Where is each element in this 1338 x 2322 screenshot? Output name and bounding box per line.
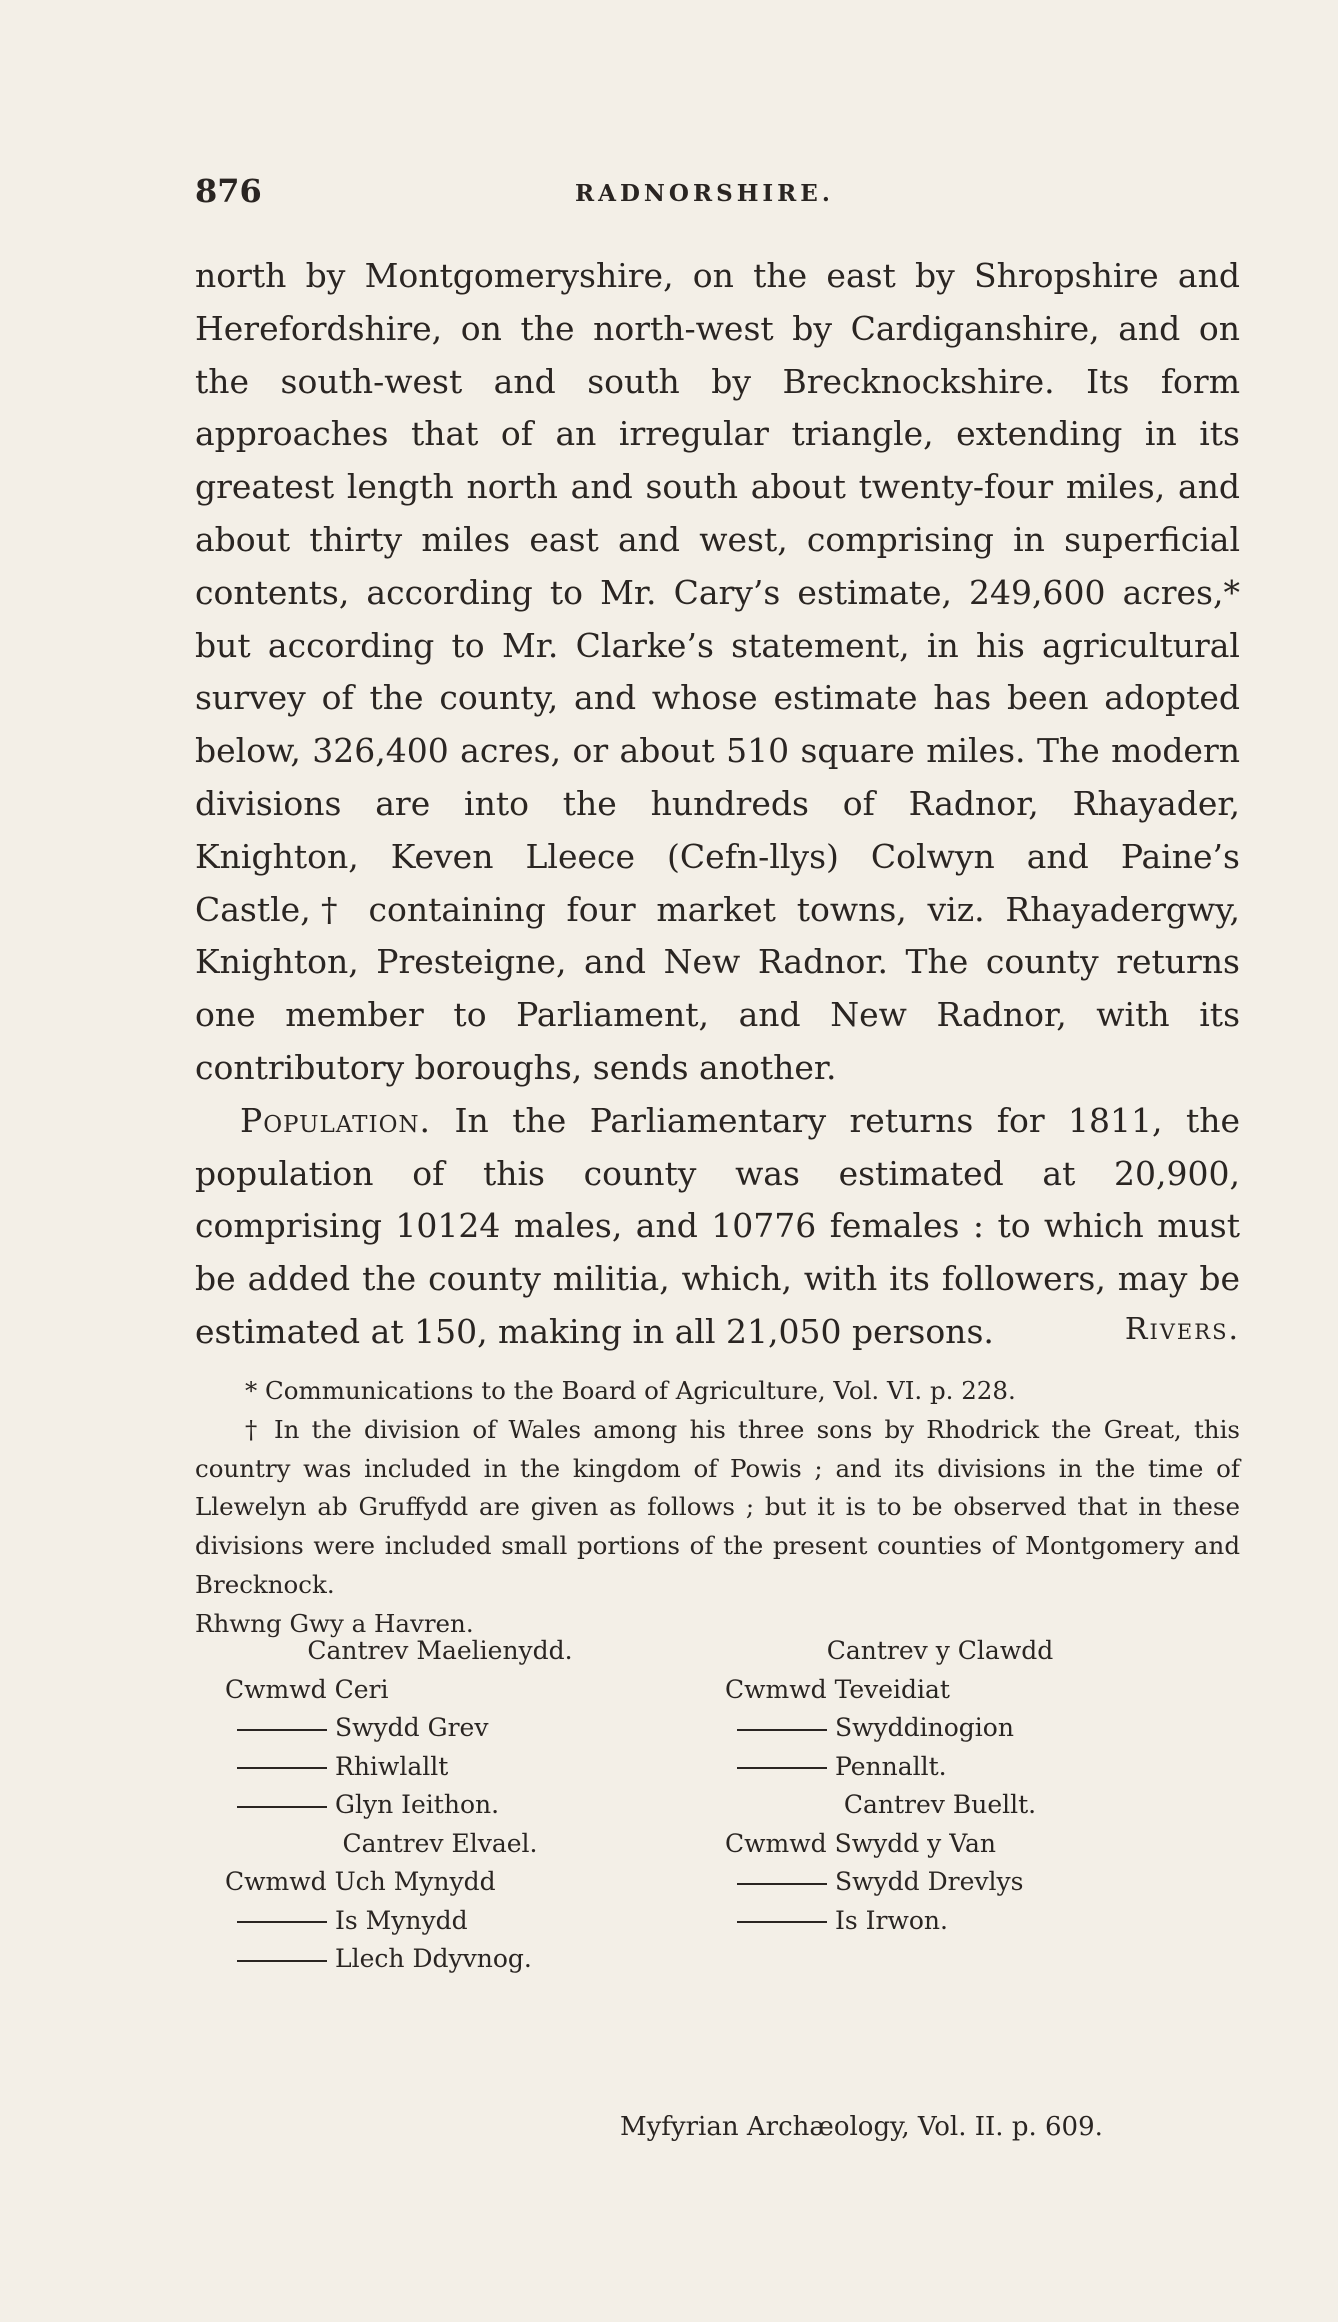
division-name: Glyn Ieithon.	[335, 1790, 500, 1819]
citation: Myfyrian Archæology, Vol. II. p. 609.	[620, 2112, 1103, 2142]
division-name: Rhiwlallt	[335, 1751, 449, 1781]
division-entry	[225, 1902, 655, 1941]
right-column	[725, 1632, 1155, 1940]
ditto-dash	[737, 1729, 827, 1731]
main-text	[195, 250, 1240, 1359]
cwmwd-entry: Cwmwd Ceri	[225, 1674, 389, 1704]
footnotes	[195, 1372, 1240, 1644]
ditto-dash	[237, 1806, 327, 1808]
population-text: In the Parliamentary returns for 1811, the population of this county was estimated at 20,900, comprising 10124 males, and 10776 females : to which must be added the county militia, which, with its followers, may be estimated at 150, making in all 21,050 persons.	[195, 1100, 1241, 1351]
cwmwd-entry: Cwmwd Teveidiat	[725, 1674, 950, 1704]
ditto-dash	[737, 1883, 827, 1885]
division-entry	[225, 1940, 655, 1979]
divisions-table	[225, 1632, 1165, 2072]
division-entry	[725, 1748, 1155, 1787]
footnote-heading: Rhwng Gwy a Havren.	[195, 1608, 474, 1638]
cantrev-heading: Cantrev Maelienydd.	[307, 1636, 573, 1665]
population-paragraph	[195, 1095, 1240, 1359]
division-name: Llech Ddyvnog.	[335, 1944, 532, 1973]
ditto-dash	[737, 1921, 827, 1923]
division-name: Swydd Grev	[335, 1713, 489, 1742]
division-name: Swyddinogion	[835, 1713, 1014, 1742]
division-entry	[725, 1902, 1155, 1941]
catchword: Rivers.	[1124, 1312, 1240, 1347]
division-entry	[225, 1748, 655, 1787]
paragraph: north by Montgomeryshire, on the east by Shropshire and Herefordshire, on the north-west by Cardiganshire, and on the south-west and south by Brecknockshire. Its form approaches that of an irregular triangle, extending in its greatest length north and south about twenty-four miles, and about thirty miles east and west, comprising in superficial contents, according to Mr. Cary’s estimate, 249,600 acres,* but according to Mr. Clarke’s statement, in his agricultural survey of the county, and whose estimate has been adopted below, 326,400 acres, or about 510 square miles. The modern divisions are into the hundreds of Radnor, Rhayader, Knighton, Keven Lleece (Cefn-llys) Colwyn and Paine’s Castle,† containing four market towns, viz. Rhayadergwy, Knighton, Presteigne, and New Radnor. The county returns one member to Parliament, and New Radnor, with its contributory boroughs, sends another.	[195, 256, 1240, 1087]
division-entry	[725, 1709, 1155, 1748]
footnote-2: † In the division of Wales among his three sons by Rhodrick the Great, this country was included in the kingdom of Powis ; and its divisions in the time of Llewelyn ab Gruffydd are given as follows ; but it is to be observed that in these divisions were included small portions of the present counties of Montgomery and Brecknock.	[195, 1414, 1240, 1599]
division-name: Pennallt.	[835, 1751, 947, 1781]
cwmwd-entry: Cwmwd Swydd y Van	[725, 1828, 997, 1858]
cantrev-heading: Cantrev Elvael.	[342, 1828, 538, 1858]
cantrev-heading: Cantrev y Clawdd	[826, 1636, 1054, 1665]
population-heading: Population.	[240, 1100, 432, 1140]
cwmwd-entry: Cwmwd Uch Mynydd	[225, 1867, 496, 1896]
division-name: Is Mynydd	[335, 1905, 468, 1935]
division-entry	[225, 1786, 655, 1825]
division-name: Is Irwon.	[835, 1905, 948, 1935]
ditto-dash	[237, 1729, 327, 1731]
division-entry	[725, 1863, 1155, 1902]
division-entry	[225, 1709, 655, 1748]
left-column	[225, 1632, 655, 1979]
running-head: RADNORSHIRE.	[575, 180, 834, 207]
page-header	[195, 172, 1195, 222]
footnote-1: * Communications to the Board of Agriculture, Vol. VI. p. 228.	[245, 1376, 1016, 1405]
cantrev-heading: Cantrev Buellt.	[843, 1790, 1037, 1819]
ditto-dash	[237, 1921, 327, 1923]
page-number: 876	[195, 172, 262, 210]
division-name: Swydd Drevlys	[835, 1867, 1024, 1896]
ditto-dash	[237, 1960, 327, 1962]
ditto-dash	[237, 1767, 327, 1769]
ditto-dash	[737, 1767, 827, 1769]
